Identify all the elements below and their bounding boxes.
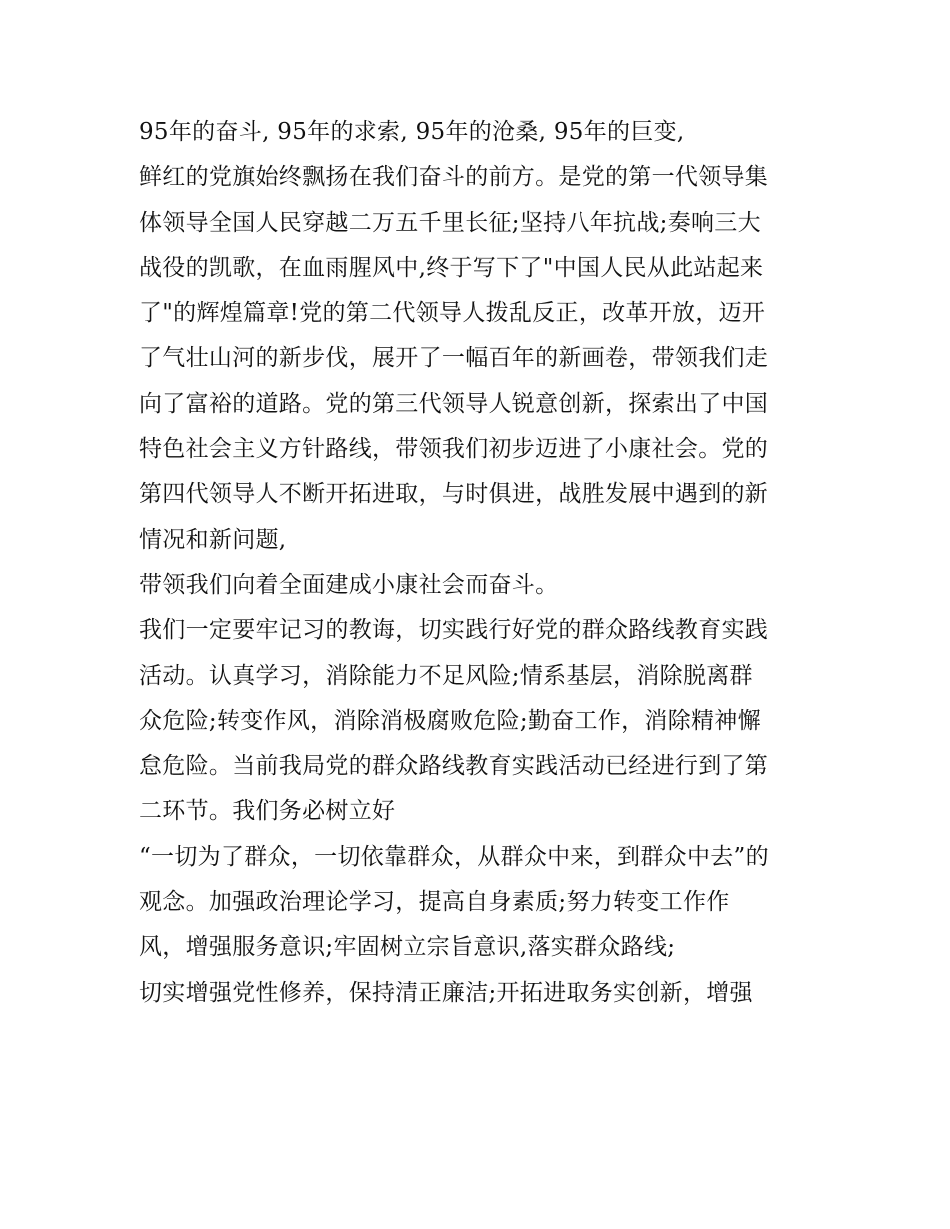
text-line: 风，增强服务意识;牢固树立宗旨意识,落实群众路线; xyxy=(139,934,676,961)
text-line: 我们一定要牢记习的教诲，切实践行好党的群众路线教育实践 xyxy=(139,617,769,644)
text-line: 向了富裕的道路。党的第三代领导人锐意创新，探索出了中国 xyxy=(139,390,769,417)
text-line: 体领导全国人民穿越二万五千里长征;坚持八年抗战;奏响三大 xyxy=(139,209,761,236)
text-line: 了气壮山河的新步伐，展开了一幅百年的新画卷，带领我们走 xyxy=(139,345,769,372)
text-line: 二环节。我们务必树立好 xyxy=(139,798,396,825)
text-line: 战役的凯歌，在血雨腥风中,终于写下了"中国人民从此站起来 xyxy=(139,254,764,281)
text-line: 特色社会主义方针路线，带领我们初步迈进了小康社会。党的 xyxy=(139,436,769,463)
body-text xyxy=(139,110,829,1016)
text-line: 第四代领导人不断开拓进取，与时俱进，战胜发展中遇到的新 xyxy=(139,481,769,508)
text-line: 观念。加强政治理论学习，提高自身素质;努力转变工作作 xyxy=(139,889,730,916)
text-line: 带领我们向着全面建成小康社会而奋斗。 xyxy=(139,571,559,598)
text-line: 活动。认真学习，消除能力不足风险;情系基层，消除脱离群 xyxy=(139,662,753,689)
text-line: 情况和新问题, xyxy=(139,526,287,553)
text-line: 95年的奋斗, 95年的求索, 95年的沧桑, 95年的巨变, xyxy=(139,119,685,145)
text-line: 切实增强党性修养，保持清正廉洁;开拓进取务实创新，增强 xyxy=(139,979,753,1006)
text-line: “一切为了群众，一切依靠群众，从群众中来，到群众中去”的 xyxy=(139,843,769,870)
text-line: 鲜红的党旗始终飘扬在我们奋斗的前方。是党的第一代领导集 xyxy=(139,164,769,191)
text-line: 众危险;转变作风，消除消极腐败危险;勤奋工作，消除精神懈 xyxy=(139,707,761,734)
text-line: 怠危险。当前我局党的群众路线教育实践活动已经进行到了第 xyxy=(139,753,769,780)
text-line: 了"的辉煌篇章!党的第二代领导人拨乱反正，改革开放，迈开 xyxy=(139,300,766,327)
